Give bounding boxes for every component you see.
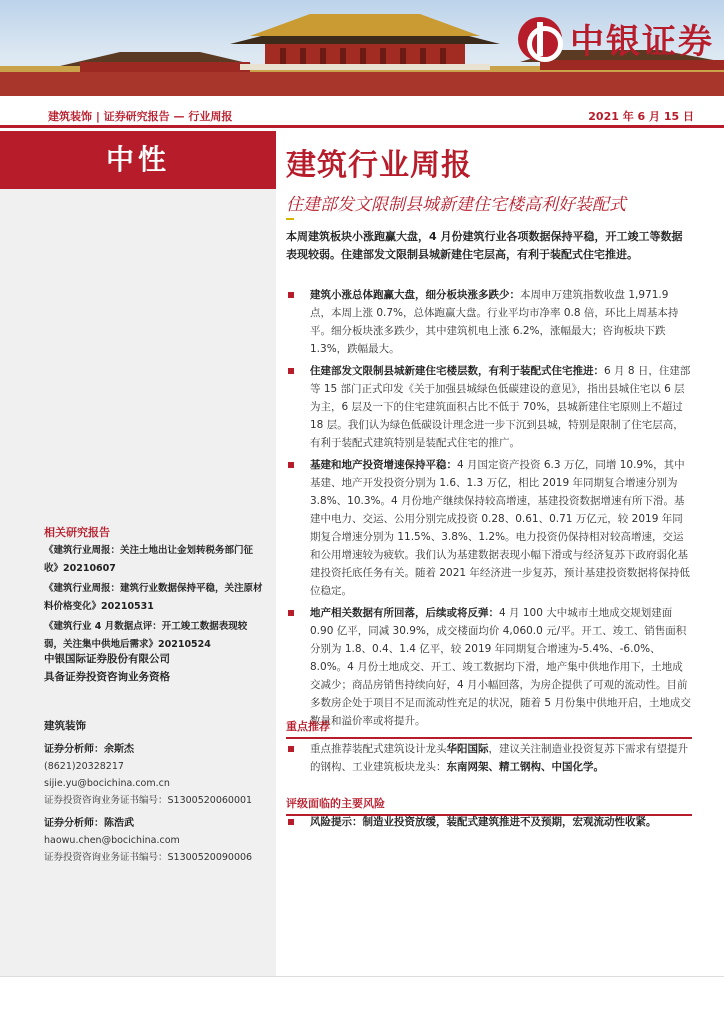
recommend-highlight-b: 东南网架、精工钢构、中国化学。	[446, 761, 604, 773]
analyst-email[interactable]: haowu.chen@bocichina.com	[44, 835, 180, 846]
recommend-text-b: ，建议关注制造业投资复苏下需求有望提升的钢构、工业建筑板块龙头：	[310, 743, 688, 773]
risk-item	[286, 813, 692, 831]
key-point	[286, 604, 692, 730]
related-report-item[interactable]: 《建筑行业 4 月数据点评：开工竣工数据表现较弱，关注集中供地后需求》20210524	[44, 621, 248, 650]
key-point-body: 本周申万建筑指数收盘 1,971.9 点，本周上涨 0.7%，总体跑赢大盘。行业平均市净率 0.8 倍，环比上周基本持平。细分板块涨多跌少，其中建筑机电上涨 6.2%，涨幅最大；咨询板块下跌 1.3%，跌幅最大。	[310, 289, 679, 355]
recommend-highlight-a: 华阳国际	[446, 743, 489, 755]
key-point-body: 4 月国定资产投资 6.3 万亿，同增 10.9%，其中基建、地产开发投资分别为 1.6、1.3 万亿，相比 2019 年同期复合增速分别为 3.8%、10.3%。4 月份地产继续保持较高增速，基建投资数据增速有所下滑。基建中电力、交运、公用分别完成投资 0.28、0.61、0.71 万亿元，较 2019 年同期复合增速分别为 11.5%、3.8%、1.2%。电力投资仍保持相对较高增速，交运和公用增速较为疲软。我们认为基建数据表现小幅下滑或与经济复苏下政府弱化基建投资托底任务有关。随着 2021 年经济进一步复苏，预计基建投资数据将保持低位稳定。	[310, 459, 690, 597]
analyst-name: 证券分析师：陈浩武	[44, 818, 134, 829]
related-report-item[interactable]: 《建筑行业周报：关注土地出让金划转税务部门征收》20210607	[44, 545, 254, 574]
boc-logo-icon	[518, 17, 562, 61]
subtitle-accent	[286, 218, 294, 220]
key-point	[286, 362, 692, 452]
analyst-phone: (8621)20328217	[44, 761, 124, 772]
related-reports-list	[44, 542, 266, 656]
key-points	[286, 286, 692, 734]
company-name: 中银国际证券股份有限公司	[44, 653, 170, 665]
key-point-head: 建筑小涨总体跑赢大盘，细分板块涨多跌少：	[310, 289, 520, 301]
footer-divider	[0, 976, 724, 977]
key-recommend-title: 重点推荐	[286, 718, 692, 739]
company-qualification: 具备证券投资咨询业务资格	[44, 671, 170, 683]
key-point-body: 6 月 8 日，住建部等 15 部门正式印发《关于加强县城绿色低碳建设的意见》，指出县城住宅以 6 层为主，6 层及一下的住宅建筑面积占比不低于 70%，县城新建住宅原则上不超过 18 层。我们认为绿色低碳设计理念进一步下沉到县城，特别是限制了住宅层高，有利于装配式建筑特别是装配式住宅的推广。	[310, 365, 691, 449]
key-point	[286, 286, 692, 358]
risk-title: 评级面临的主要风险	[286, 795, 692, 816]
recommend-text-a: 重点推荐装配式建筑设计龙头	[310, 743, 447, 755]
analyst-card	[44, 741, 272, 809]
company-info	[44, 650, 269, 686]
analyst-card	[44, 815, 272, 866]
analyst-email[interactable]: sijie.yu@bocichina.com.cn	[44, 778, 170, 789]
rating-badge: 中性	[0, 131, 276, 189]
analyst-cert: 证券投资咨询业务证书编号：S1300520090006	[44, 852, 253, 863]
industry-label: 建筑装饰	[44, 720, 86, 732]
related-reports-title: 相关研究报告	[44, 526, 110, 539]
header-banner	[0, 0, 724, 96]
report-date: 2021 年 6 月 15 日	[588, 110, 694, 123]
brand-name: 中银证券	[570, 22, 714, 62]
risk-body: 制造业投资放缓，装配式建筑推进不及预期，宏观流动性收紧。	[362, 816, 657, 828]
key-point	[286, 456, 692, 600]
summary-paragraph: 本周建筑板块小涨跑赢大盘，4 月份建筑行业各项数据保持平稳，开工竣工等数据表现较弱。住建部发文限制县城新建住宅层高，有利于装配式住宅推进。	[286, 230, 683, 261]
key-point-head: 住建部发文限制县城新建住宅楼层数，有利于装配式住宅推进：	[310, 365, 604, 377]
report-subtitle: 住建部发文限制县城新建住宅楼高利好装配式	[286, 195, 626, 215]
risk-head: 风险提示：	[310, 816, 363, 828]
key-recommend-item	[286, 740, 692, 776]
analyst-cert: 证券投资咨询业务证书编号：S1300520060001	[44, 795, 253, 806]
report-title: 建筑行业周报	[286, 148, 472, 183]
breadcrumb: 建筑装饰 | 证券研究报告 — 行业周报	[48, 110, 233, 123]
related-report-item[interactable]: 《建筑行业周报：建筑行业数据保持平稳，关注原材料价格变化》20210531	[44, 583, 263, 612]
risk-section	[286, 813, 692, 835]
key-point-head: 基建和地产投资增速保持平稳：	[310, 459, 457, 471]
key-point-body: 4 月 100 大中城市土地成交规划建面 0.90 亿平，同减 30.9%，成交楼面均价 4,060.0 元/平。开工、竣工、销售面积分别为 1.8、0.4、1.4 亿平，较 2019 年同期复合增速为-5.4%、-6.0%、8.0%。4 月份土地成交、开工、竣工数据均下滑，地产集中供地作用下，土地成交减少；商品房销售持续向好，4 月小幅回落，为房企提供了可观的流动性。目前多数房企处于项目不足而流动性充足的状况，随着 5 月份集中供地开启，土地成交数量和溢价率或将提升。	[310, 607, 691, 727]
analyst-name: 证券分析师：余斯杰	[44, 744, 134, 755]
key-recommend	[286, 740, 692, 780]
brand-lockup	[518, 14, 714, 63]
key-point-head: 地产相关数据有所回落，后续或将反弹：	[310, 607, 499, 619]
